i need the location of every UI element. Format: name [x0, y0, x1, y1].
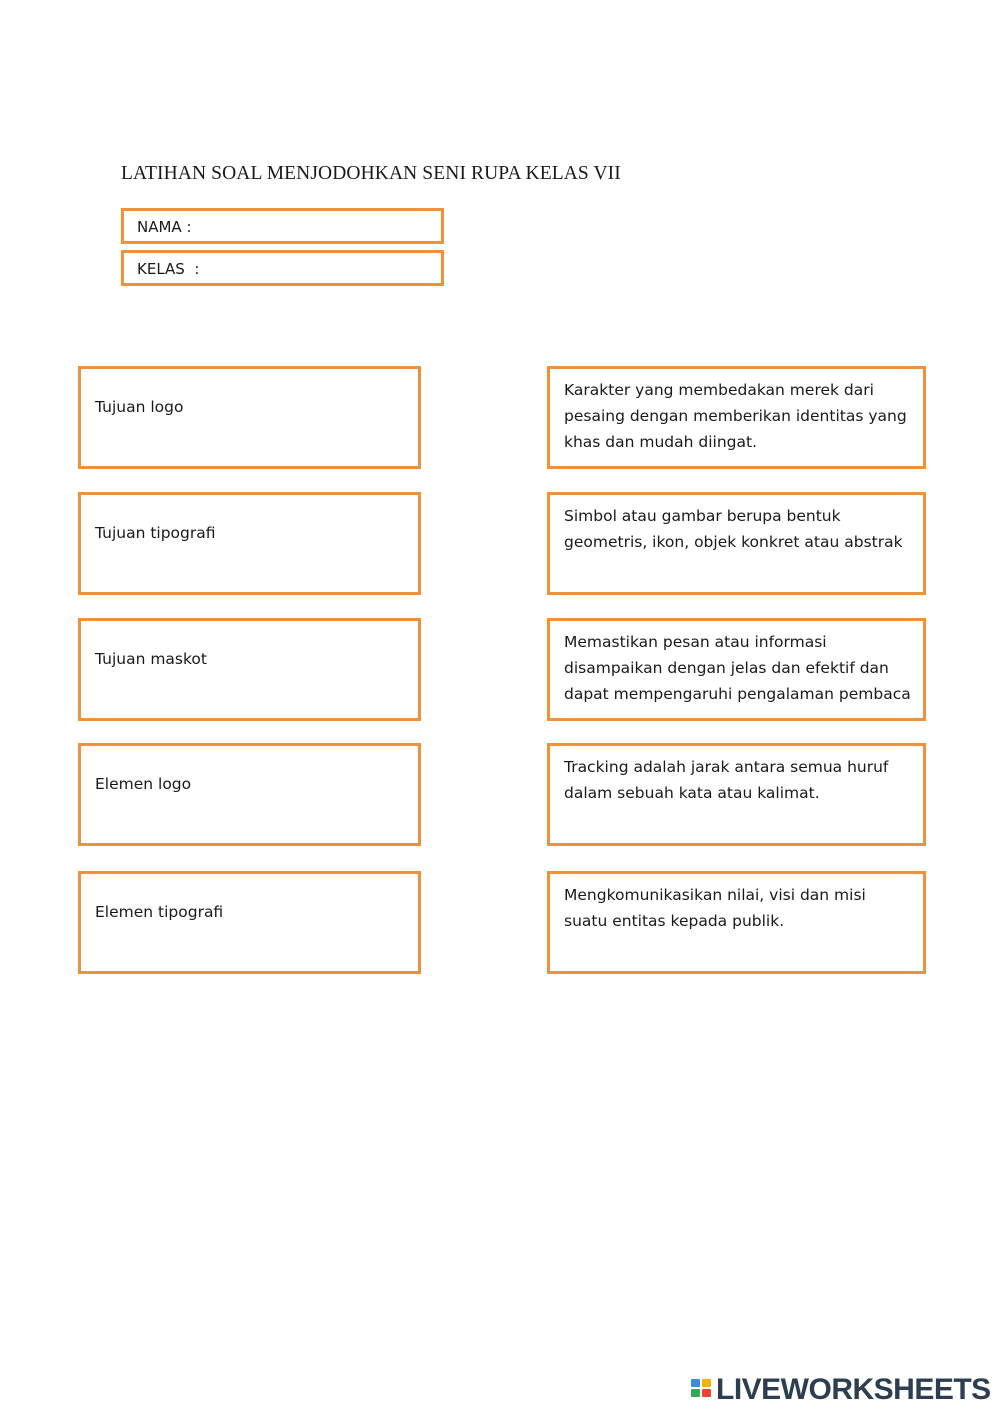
class-label: KELAS :: [137, 260, 200, 278]
left-item-4[interactable]: [78, 743, 421, 846]
left-item-3[interactable]: [78, 618, 421, 721]
left-item-1[interactable]: [78, 366, 421, 469]
name-label: NAMA :: [137, 218, 192, 236]
left-item-text: Elemen logo: [95, 775, 192, 793]
liveworksheets-mark-icon: [691, 1377, 713, 1403]
left-item-5[interactable]: [78, 871, 421, 974]
page-title: LATIHAN SOAL MENJODOHKAN SENI RUPA KELAS VII: [121, 163, 621, 184]
name-field[interactable]: [121, 208, 444, 244]
right-item-2[interactable]: [547, 492, 926, 595]
left-item-text: Tujuan logo: [95, 398, 184, 416]
liveworksheets-wordmark: LIVEWORKSHEETS: [716, 1373, 991, 1406]
right-item-text: Karakter yang membedakan merek dari pesaing dengan memberikan identitas yang khas dan mudah diingat.: [564, 381, 907, 451]
right-item-text: Mengkomunikasikan nilai, visi dan misi suatu entitas kepada publik.: [564, 886, 866, 930]
right-item-4[interactable]: [547, 743, 926, 846]
left-item-text: Tujuan maskot: [95, 650, 207, 668]
right-item-3[interactable]: [547, 618, 926, 721]
right-item-text: Tracking adalah jarak antara semua huruf dalam sebuah kata atau kalimat.: [564, 758, 889, 802]
right-item-text: Memastikan pesan atau informasi disampaikan dengan jelas dan efektif dan dapat mempengaruhi pengalaman pembaca: [564, 633, 911, 703]
left-item-text: Tujuan tipografi: [95, 524, 216, 542]
class-field[interactable]: [121, 250, 444, 286]
left-item-2[interactable]: [78, 492, 421, 595]
right-item-text: Simbol atau gambar berupa bentuk geometris, ikon, objek konkret atau abstrak: [564, 507, 903, 551]
right-item-5[interactable]: [547, 871, 926, 974]
right-item-1[interactable]: [547, 366, 926, 469]
left-item-text: Elemen tipografi: [95, 903, 224, 921]
liveworksheets-logo: [691, 1375, 991, 1405]
